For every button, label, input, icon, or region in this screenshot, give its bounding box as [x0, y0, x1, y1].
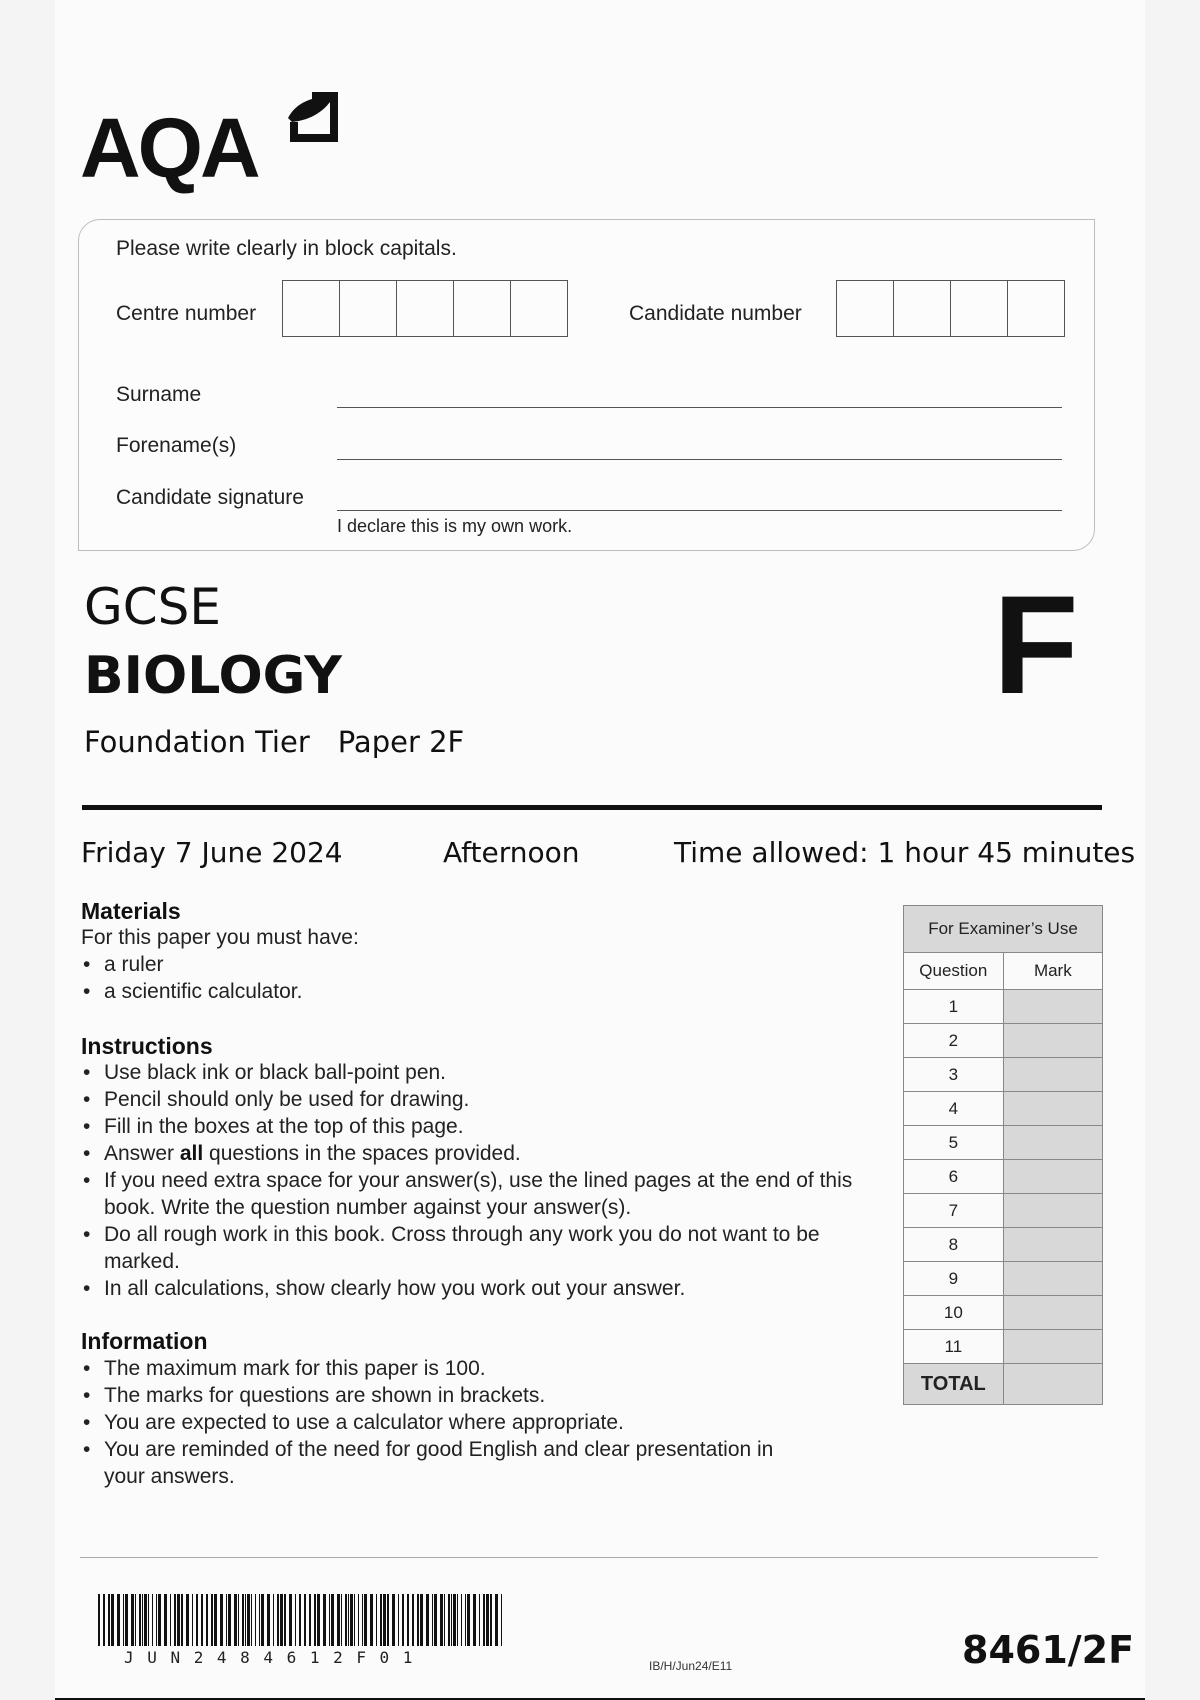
exam-session: Afternoon [443, 836, 580, 869]
candidate-number-boxes[interactable] [836, 280, 1065, 337]
mark-cell [1003, 1092, 1102, 1126]
mark-cell [1003, 1194, 1102, 1228]
signature-label: Candidate signature [116, 486, 304, 509]
candidate-number-digit[interactable] [1008, 281, 1064, 336]
centre-number-digit[interactable] [511, 281, 567, 336]
candidate-number-label: Candidate number [629, 302, 802, 325]
centre-number-digit[interactable] [454, 281, 511, 336]
mark-cell [1003, 1024, 1102, 1058]
materials-list [81, 951, 881, 1005]
list-item: • Pencil should only be used for drawing. [81, 1086, 871, 1113]
table-row: 11 [904, 1330, 1103, 1364]
list-item: • a scientific calculator. [81, 978, 881, 1005]
total-row [904, 1364, 1103, 1405]
table-row: 3 [904, 1058, 1103, 1092]
table-row: 5 [904, 1126, 1103, 1160]
information-list [81, 1355, 811, 1490]
candidate-details-box [78, 219, 1095, 551]
table-row: 4 [904, 1092, 1103, 1126]
table-row: 6 [904, 1160, 1103, 1194]
mark-cell [1003, 1296, 1102, 1330]
table-row: 9 [904, 1262, 1103, 1296]
centre-number-boxes[interactable] [282, 280, 568, 337]
table-row: 2 [904, 1024, 1103, 1058]
mark-cell [1003, 1058, 1102, 1092]
list-item: • Fill in the boxes at the top of this page. [81, 1113, 871, 1140]
heavy-divider [82, 805, 1102, 810]
list-item: • Answer all questions in the spaces provided. [81, 1140, 871, 1167]
list-item: • You are reminded of the need for good English and clear presentation in your answers. [81, 1436, 804, 1490]
instructions-list [81, 1059, 871, 1302]
instructions-heading: Instructions [81, 1033, 213, 1059]
paper-code: 8461/2F [962, 1628, 1135, 1672]
tier-label: Foundation Tier [84, 725, 310, 759]
centre-number-label: Centre number [116, 302, 257, 325]
leaf-icon [282, 88, 342, 146]
signature-line[interactable] [337, 510, 1062, 511]
tier-paper-line [84, 725, 464, 759]
table-row: 7 [904, 1194, 1103, 1228]
qualification-title: GCSE [84, 578, 221, 636]
table-row: 8 [904, 1228, 1103, 1262]
mark-cell [1003, 1160, 1102, 1194]
list-item: • The maximum mark for this paper is 100. [81, 1355, 811, 1382]
logo-text: AQA [80, 101, 258, 195]
surname-line[interactable] [337, 407, 1062, 408]
surname-label: Surname [116, 383, 202, 406]
candidate-number-digit[interactable] [951, 281, 1008, 336]
declaration-text: I declare this is my own work. [337, 516, 573, 536]
information-heading: Information [81, 1328, 208, 1354]
examiner-use-table [903, 905, 1103, 1405]
centre-number-digit[interactable] [340, 281, 397, 336]
candidate-number-digit[interactable] [837, 281, 894, 336]
exam-date: Friday 7 June 2024 [81, 836, 343, 869]
list-item: • Use black ink or black ball-point pen. [81, 1059, 871, 1086]
mark-cell [1003, 1126, 1102, 1160]
candidate-number-digit[interactable] [894, 281, 951, 336]
barcode-icon [98, 1594, 506, 1646]
mark-cell [1003, 990, 1102, 1024]
footer-divider [80, 1557, 1098, 1558]
list-item: • a ruler [81, 951, 881, 978]
time-allowed: Time allowed: 1 hour 45 minutes [674, 836, 1136, 869]
centre-number-digit[interactable] [397, 281, 454, 336]
list-item: • You are expected to use a calculator where appropriate. [81, 1409, 811, 1436]
question-column-header: Question [904, 953, 1004, 990]
list-item: • The marks for questions are shown in brackets. [81, 1382, 811, 1409]
reference-code: IB/H/Jun24/E11 [649, 1659, 733, 1673]
centre-number-digit[interactable] [283, 281, 340, 336]
tier-letter: F [993, 566, 1079, 723]
barcode-text: JUN2484612F01 [124, 1648, 427, 1667]
total-label: TOTAL [904, 1364, 1004, 1405]
table-title: For Examiner’s Use [904, 906, 1103, 953]
mark-cell [1003, 1330, 1102, 1364]
forenames-line[interactable] [337, 459, 1062, 460]
list-item: • Do all rough work in this book. Cross through any work you do not want to be marked. [81, 1221, 824, 1275]
mark-cell [1003, 1228, 1102, 1262]
total-mark-cell [1003, 1364, 1102, 1405]
list-item: • If you need extra space for your answer(s), use the lined pages at the end of this book. Write the question number against your answer(s). [81, 1167, 871, 1221]
materials-heading: Materials [81, 898, 181, 924]
table-row: 10 [904, 1296, 1103, 1330]
table-row: 1 [904, 990, 1103, 1024]
mark-cell [1003, 1262, 1102, 1296]
list-item: • In all calculations, show clearly how you work out your answer. [81, 1275, 871, 1302]
mark-column-header: Mark [1003, 953, 1102, 990]
forenames-label: Forename(s) [116, 434, 237, 457]
materials-intro: For this paper you must have: [81, 926, 359, 949]
block-capitals-instruction: Please write clearly in block capitals. [116, 237, 457, 260]
subject-title: BIOLOGY [84, 646, 342, 706]
paper-label: Paper 2F [337, 725, 465, 759]
